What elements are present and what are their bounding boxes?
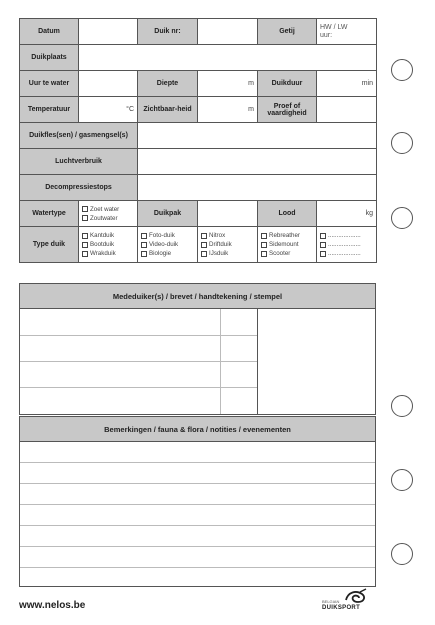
signature-area[interactable] — [20, 309, 375, 414]
option-text: Driftduik — [209, 241, 232, 248]
checkbox-icon[interactable] — [201, 251, 207, 257]
checkbox-icon[interactable] — [82, 251, 88, 257]
option-text: Rebreather — [269, 232, 300, 239]
type-option[interactable] — [82, 231, 134, 240]
proef-label: Proef of vaardigheid — [258, 97, 317, 123]
lood-field[interactable]: kg — [317, 201, 377, 227]
duikduur-field[interactable]: min — [317, 71, 377, 97]
decompressiestops-field[interactable] — [138, 175, 377, 201]
duikflessen-field[interactable] — [138, 123, 377, 149]
binder-hole-icon — [391, 469, 413, 491]
option-text: Bootduik — [90, 241, 115, 248]
website-url: www.nelos.be — [19, 600, 86, 611]
type-option[interactable] — [261, 249, 313, 258]
nelos-logo — [322, 590, 372, 614]
checkbox-icon[interactable] — [141, 242, 147, 248]
checkbox-icon[interactable] — [82, 242, 88, 248]
proef-field[interactable] — [317, 97, 377, 123]
type-option[interactable] — [201, 249, 254, 258]
type-duik-label: Type duik — [20, 227, 79, 263]
zoet-water-text: Zoet water — [90, 205, 120, 213]
type-option[interactable] — [261, 240, 313, 249]
checkbox-icon[interactable] — [320, 251, 326, 257]
lood-label: Lood — [258, 201, 317, 227]
type-option[interactable] — [320, 231, 373, 240]
watertype-label: Watertype — [20, 201, 79, 227]
watertype-options — [79, 201, 138, 227]
duiknr-field[interactable] — [198, 19, 258, 45]
hw-lw-text: HW / LW — [320, 23, 348, 31]
binder-hole-icon — [391, 132, 413, 154]
zoet-water-option[interactable] — [82, 205, 134, 214]
binder-hole-icon — [391, 59, 413, 81]
type-option[interactable] — [141, 249, 194, 258]
type-duik-col2 — [138, 227, 198, 263]
signature-row-line — [20, 387, 257, 388]
type-duik-col4 — [258, 227, 317, 263]
signature-row-line — [20, 335, 257, 336]
logo-top-text: BELGIAN — [322, 599, 340, 604]
notes-area[interactable] — [20, 442, 375, 586]
binder-hole-icon — [391, 543, 413, 565]
option-text: ................... — [328, 250, 361, 257]
signature-section-title: Mededuiker(s) / brevet / handtekening / stempel — [20, 284, 375, 309]
option-text: ................... — [328, 232, 361, 239]
type-option[interactable] — [141, 240, 194, 249]
zoutwater-option[interactable] — [82, 214, 134, 223]
signature-section — [19, 283, 376, 415]
notes-line — [20, 546, 375, 547]
checkbox-icon[interactable] — [82, 233, 88, 239]
dive-details-table — [19, 18, 377, 263]
type-option[interactable] — [201, 231, 254, 240]
notes-line — [20, 483, 375, 484]
duikpak-label: Duikpak — [138, 201, 198, 227]
logo-main-text: DUIKSPORT — [322, 605, 361, 611]
option-text: Sidemount — [269, 241, 299, 248]
type-duik-col5 — [317, 227, 377, 263]
option-text: Video-duik — [149, 241, 179, 248]
type-duik-col1 — [79, 227, 138, 263]
divider — [257, 309, 258, 414]
diepte-field[interactable]: m — [198, 71, 258, 97]
notes-line — [20, 525, 375, 526]
notes-line — [20, 567, 375, 568]
duikduur-label: Duikduur — [258, 71, 317, 97]
option-text: Kantduik — [90, 232, 115, 239]
notes-line — [20, 504, 375, 505]
type-option[interactable] — [141, 231, 194, 240]
binder-hole-icon — [391, 395, 413, 417]
checkbox-icon[interactable] — [201, 242, 207, 248]
checkbox-icon[interactable] — [201, 233, 207, 239]
type-option[interactable] — [320, 240, 373, 249]
signature-row-line — [20, 361, 257, 362]
checkbox-icon[interactable] — [261, 242, 267, 248]
checkbox-icon[interactable] — [82, 206, 88, 212]
datum-field[interactable] — [79, 19, 138, 45]
uur-te-water-label: Uur te water — [20, 71, 79, 97]
luchtverbruik-field[interactable] — [138, 149, 377, 175]
checkbox-icon[interactable] — [141, 251, 147, 257]
type-option[interactable] — [320, 249, 373, 258]
duikflessen-label: Duikfles(sen) / gasmengsel(s) — [20, 123, 138, 149]
notes-section-title: Bemerkingen / fauna & flora / notities / evenementen — [20, 417, 375, 442]
duikplaats-field[interactable] — [79, 45, 377, 71]
diepte-label: Diepte — [138, 71, 198, 97]
notes-line — [20, 462, 375, 463]
temperatuur-label: Temperatuur — [20, 97, 79, 123]
checkbox-icon[interactable] — [141, 233, 147, 239]
checkbox-icon[interactable] — [320, 242, 326, 248]
checkbox-icon[interactable] — [82, 215, 88, 221]
type-duik-col3 — [198, 227, 258, 263]
temperatuur-field[interactable]: °C — [79, 97, 138, 123]
option-text: Scooter — [269, 250, 291, 257]
type-option[interactable] — [82, 249, 134, 258]
type-option[interactable] — [82, 240, 134, 249]
getij-label: Getij — [258, 19, 317, 45]
checkbox-icon[interactable] — [261, 251, 267, 257]
zichtbaarheid-label: Zichtbaar-heid — [138, 97, 198, 123]
binder-hole-icon — [391, 207, 413, 229]
duiknr-label: Duik nr: — [138, 19, 198, 45]
option-text: IJsduik — [209, 250, 229, 257]
option-text: Biologie — [149, 250, 172, 257]
dive-log-form — [19, 18, 376, 263]
notes-section — [19, 416, 376, 587]
checkbox-icon[interactable] — [320, 233, 326, 239]
uur-text: uur: — [320, 31, 333, 39]
option-text: Foto-duik — [149, 232, 175, 239]
type-option[interactable] — [201, 240, 254, 249]
decompressiestops-label: Decompressiestops — [20, 175, 138, 201]
type-option[interactable] — [261, 231, 313, 240]
uur-te-water-field[interactable] — [79, 71, 138, 97]
option-text: Nitrox — [209, 232, 226, 239]
option-text: ................... — [328, 241, 361, 248]
diver-logo-icon — [342, 588, 370, 606]
datum-label: Datum — [20, 19, 79, 45]
zichtbaarheid-field[interactable]: m — [198, 97, 258, 123]
getij-field[interactable] — [317, 19, 377, 45]
option-text: Wrakduik — [90, 250, 116, 257]
checkbox-icon[interactable] — [261, 233, 267, 239]
duikpak-field[interactable] — [198, 201, 258, 227]
duikplaats-label: Duikplaats — [20, 45, 79, 71]
zoutwater-text: Zoutwater — [90, 214, 118, 222]
luchtverbruik-label: Luchtverbruik — [20, 149, 138, 175]
